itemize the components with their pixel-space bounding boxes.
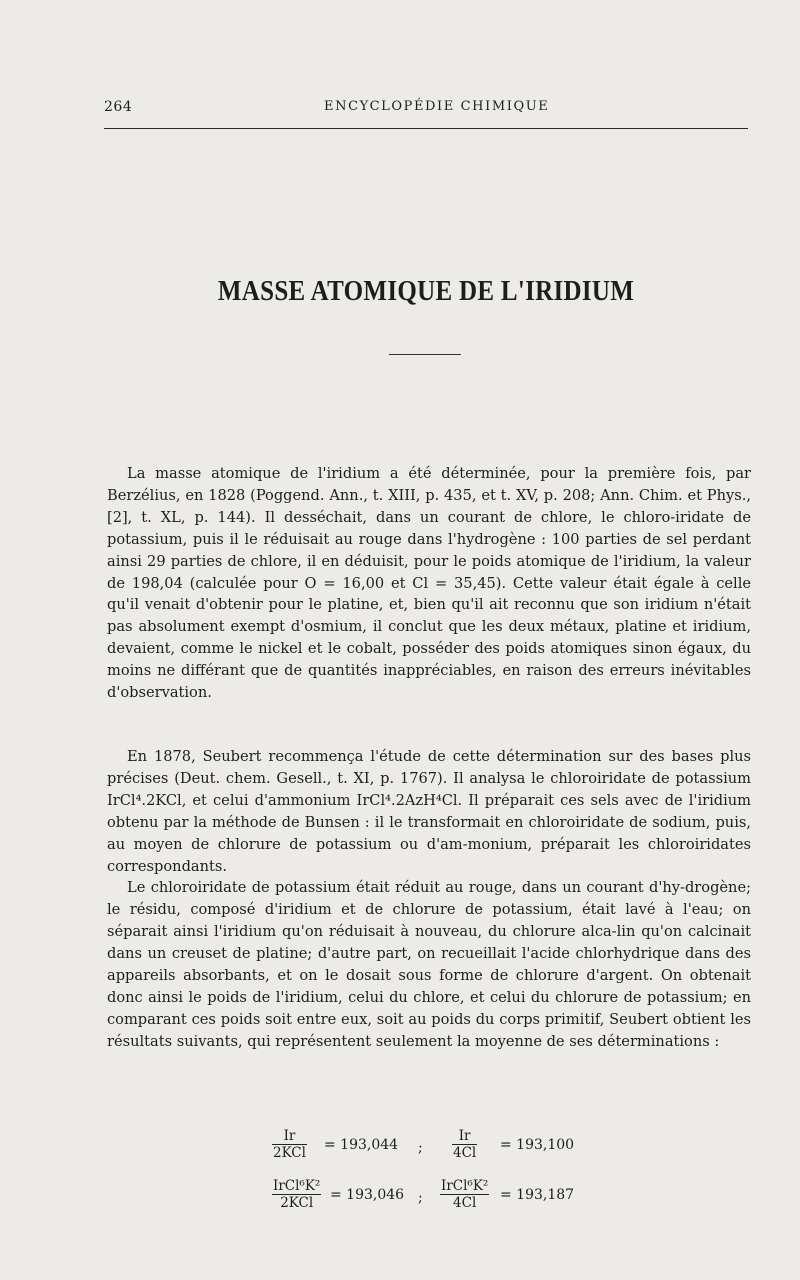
fraction-numerator: IrCl⁶K² [441,1178,489,1194]
fraction-numerator: Ir [458,1128,471,1144]
formula-separator: ; [418,1140,423,1156]
fraction-numerator: Ir [283,1128,296,1144]
page-number: 264 [104,99,133,115]
fraction-denominator: 4Cl [440,1194,489,1211]
fraction [440,1178,489,1211]
fraction [452,1128,477,1161]
formula-value: = 193,044 [324,1137,399,1153]
fraction [272,1178,321,1211]
fraction [272,1128,307,1161]
fraction-denominator: 4Cl [453,1145,477,1161]
paragraph-1-block [107,463,751,704]
fraction-denominator: 2KCl [273,1145,306,1161]
running-title: ENCYCLOPÉDIE CHIMIQUE [324,99,550,114]
title-rule [389,354,461,355]
fraction-numerator: IrCl⁶K² [273,1178,321,1194]
chapter-title: MASSE ATOMIQUE DE L'IRIDIUM [217,276,635,307]
formula-separator: ; [418,1190,423,1206]
paragraph-1: La masse atomique de l'iridium a été déterminée, pour la première fois, par Berzélius, en 1828 (Poggend. Ann., t. XIII, p. 435, et t. XV, p. 208; Ann. Chim. et Phys., [2], t. XL, p. 144). Il desséchait, dans un courant de chlore, le chloro-iridate de potassium, puis il le réduisait au rouge dans l'hydrogène : 100 parties de sel perdant ainsi 29 parties de chlore, il en déduisit, pour le poids atomique de l'iridium, la valeur de 198,04 (calculée pour O = 16,00 et Cl = 35,45). Cette valeur était égale à celle qu'il venait d'obtenir pour le platine, et, bien qu'il ait reconnu que son iridium n'était pas absolument exempt d'osmium, il conclut que les deux métaux, platine et iridium, devaient, comme le nickel et le cobalt, posséder des poids atomiques sinon égaux, du moins ne différant que de quantités inappréciables, en raison des erreurs inévitables d'observation. [107,465,751,702]
formula-value: = 193,100 [500,1137,575,1153]
paragraph-2: En 1878, Seubert recommença l'étude de cette détermination sur des bases plus précises (Deut. chem. Gesell., t. XI, p. 1767). Il analysa le chloroiridate de potassium IrCl⁴.2KCl, et celui d'ammonium IrCl⁴.2AzH⁴Cl. Il préparait ces sels avec de l'iridium obtenu par la méthode de Bunsen : il le transformait en chloroiridate de sodium, puis, au moyen de chlorure de potassium ou d'am-monium, préparait les chloroiridates correspondants. [107,748,751,875]
header-rule [104,128,748,129]
paragraph-3: Le chloroiridate de potassium était réduit au rouge, dans un courant d'hy-drogène; le résidu, composé d'iridium et de chlorure de potassium, était lavé à l'eau; on séparait ainsi l'iridium qu'on réduisait à nouveau, du chlorure alca-lin qu'on calcinait dans un creuset de platine; d'autre part, on recueillait l'acide chlorhydrique dans des appareils absorbants, et on le dosait sous forme de chlorure d'argent. On obtenait donc ainsi le poids de l'iridium, celui du chlore, et celui du chlorure de potassium; en comparant ces poids soit entre eux, soit au poids du corps primitif, Seubert obtient les résultats suivants, qui représentent seulement la moyenne de ses déterminations : [107,879,751,1050]
fraction-denominator: 2KCl [272,1194,321,1211]
formula-value: = 193,187 [500,1187,575,1203]
paragraph-2-block [107,746,751,1053]
formula-block [272,1128,612,1238]
running-head [104,99,748,121]
formula-value: = 193,046 [330,1187,405,1203]
